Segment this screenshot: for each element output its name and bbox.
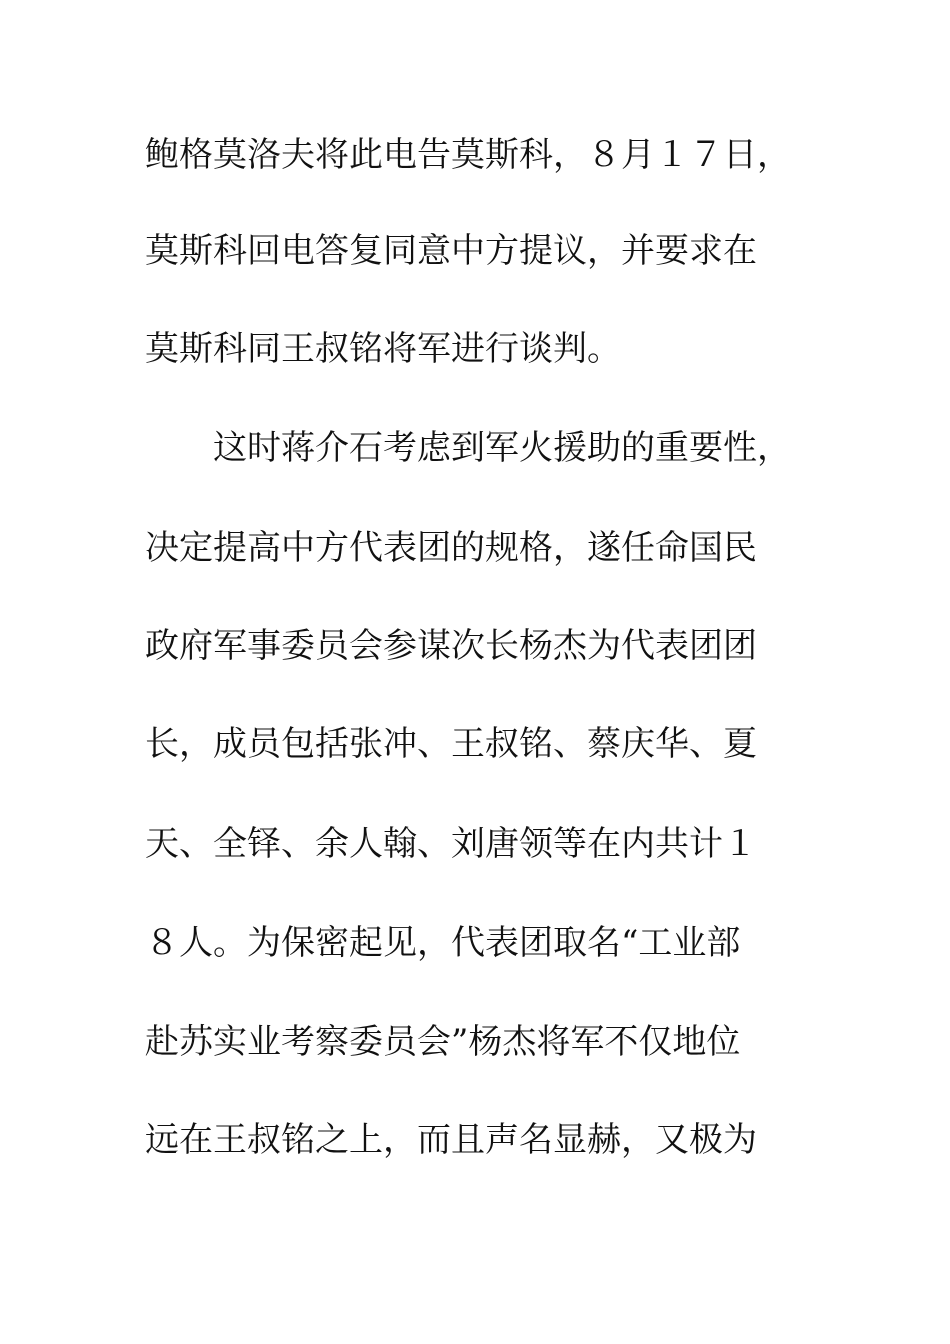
text-line-8: 天、全铎、余人翰、刘唐领等在内共计１ (145, 824, 757, 864)
text-line-2: 莫斯科回电答复同意中方提议，并要求在 (145, 231, 757, 271)
text-line-7: 长，成员包括张冲、王叔铭、蔡庆华、夏 (145, 724, 757, 764)
text-line-5: 决定提高中方代表团的规格，遂任命国民 (145, 528, 757, 568)
text-line-1: 鲍格莫洛夫将此电告莫斯科，８月１７日， (145, 135, 791, 175)
text-line-6: 政府军事委员会参谋次长杨杰为代表团团 (145, 626, 757, 666)
text-line-4: 这时蒋介石考虑到军火援助的重要性， (145, 428, 791, 468)
text-line-9: ８人。为保密起见，代表团取名“工业部 (145, 923, 741, 963)
text-line-3: 莫斯科同王叔铭将军进行谈判。 (145, 329, 621, 369)
text-line-10: 赴苏实业考察委员会”杨杰将军不仅地位 (145, 1022, 741, 1062)
text-line-11: 远在王叔铭之上，而且声名显赫，又极为 (145, 1120, 757, 1160)
